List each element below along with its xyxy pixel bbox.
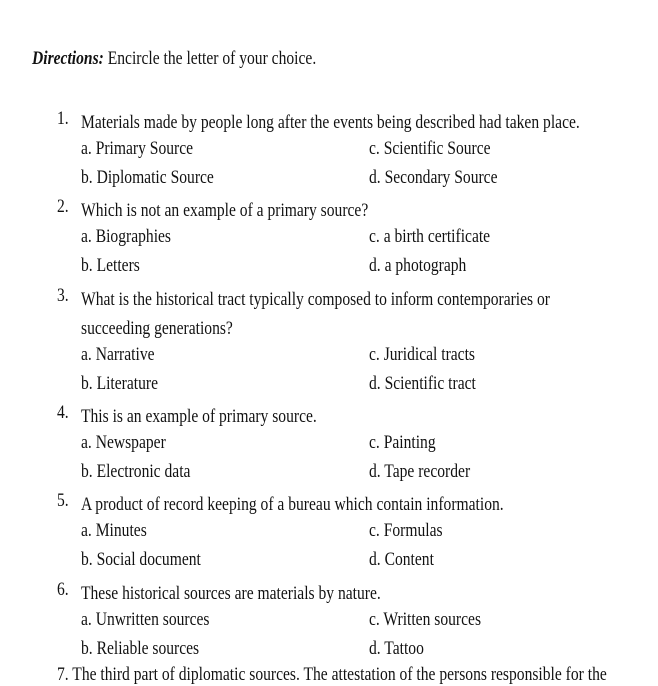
cutoff-question-7 (57, 664, 657, 685)
option-d[interactable]: d. Scientific tract (369, 373, 476, 394)
option-a[interactable]: a. Minutes (81, 520, 147, 541)
option-d[interactable]: d. Tattoo (369, 638, 424, 659)
option-a[interactable]: a. Narrative (81, 344, 155, 365)
option-c[interactable]: c. a birth certificate (369, 226, 491, 247)
question-number: 1. (57, 108, 69, 129)
option-b[interactable]: b. Social document (81, 549, 201, 570)
option-c[interactable]: c. Scientific Source (369, 138, 491, 159)
option-d[interactable]: d. Content (369, 549, 434, 570)
directions-line (32, 48, 316, 70)
option-c[interactable]: c. Painting (369, 432, 436, 453)
option-b[interactable]: b. Reliable sources (81, 638, 200, 659)
directions-text: Encircle the letter of your choice. (103, 48, 317, 69)
option-b[interactable]: b. Letters (81, 255, 140, 276)
question-stem: Which is not an example of a primary source? (81, 200, 369, 221)
option-c[interactable]: c. Written sources (369, 609, 482, 630)
option-b[interactable]: b. Diplomatic Source (81, 167, 214, 188)
option-a[interactable]: a. Biographies (81, 226, 172, 247)
option-a[interactable]: a. Newspaper (81, 432, 166, 453)
question-number: 6. (57, 579, 69, 600)
question-stem: A product of record keeping of a bureau which contain information. (81, 494, 504, 515)
option-b[interactable]: b. Electronic data (81, 461, 191, 482)
question-stem: These historical sources are materials by nature. (81, 583, 381, 604)
option-d[interactable]: d. a photograph (369, 255, 467, 276)
question-stem: This is an example of primary source. (81, 406, 317, 427)
option-c[interactable]: c. Juridical tracts (369, 344, 475, 365)
question-stem: What is the historical tract typically composed to inform contemporaries or succeeding generations? (81, 289, 551, 339)
cutoff-text: 7. The third part of diplomatic sources. The attestation of the persons responsible for the (57, 664, 607, 685)
option-d[interactable]: d. Secondary Source (369, 167, 498, 188)
question-stem: Materials made by people long after the events being described had taken place. (81, 112, 580, 133)
directions-label: Directions: (32, 48, 104, 69)
option-a[interactable]: a. Primary Source (81, 138, 194, 159)
option-d[interactable]: d. Tape recorder (369, 461, 471, 482)
question-number: 3. (57, 285, 69, 306)
question-number: 4. (57, 402, 69, 423)
option-c[interactable]: c. Formulas (369, 520, 443, 541)
question-number: 5. (57, 490, 69, 511)
option-b[interactable]: b. Literature (81, 373, 159, 394)
question-number: 2. (57, 196, 69, 217)
option-a[interactable]: a. Unwritten sources (81, 609, 210, 630)
